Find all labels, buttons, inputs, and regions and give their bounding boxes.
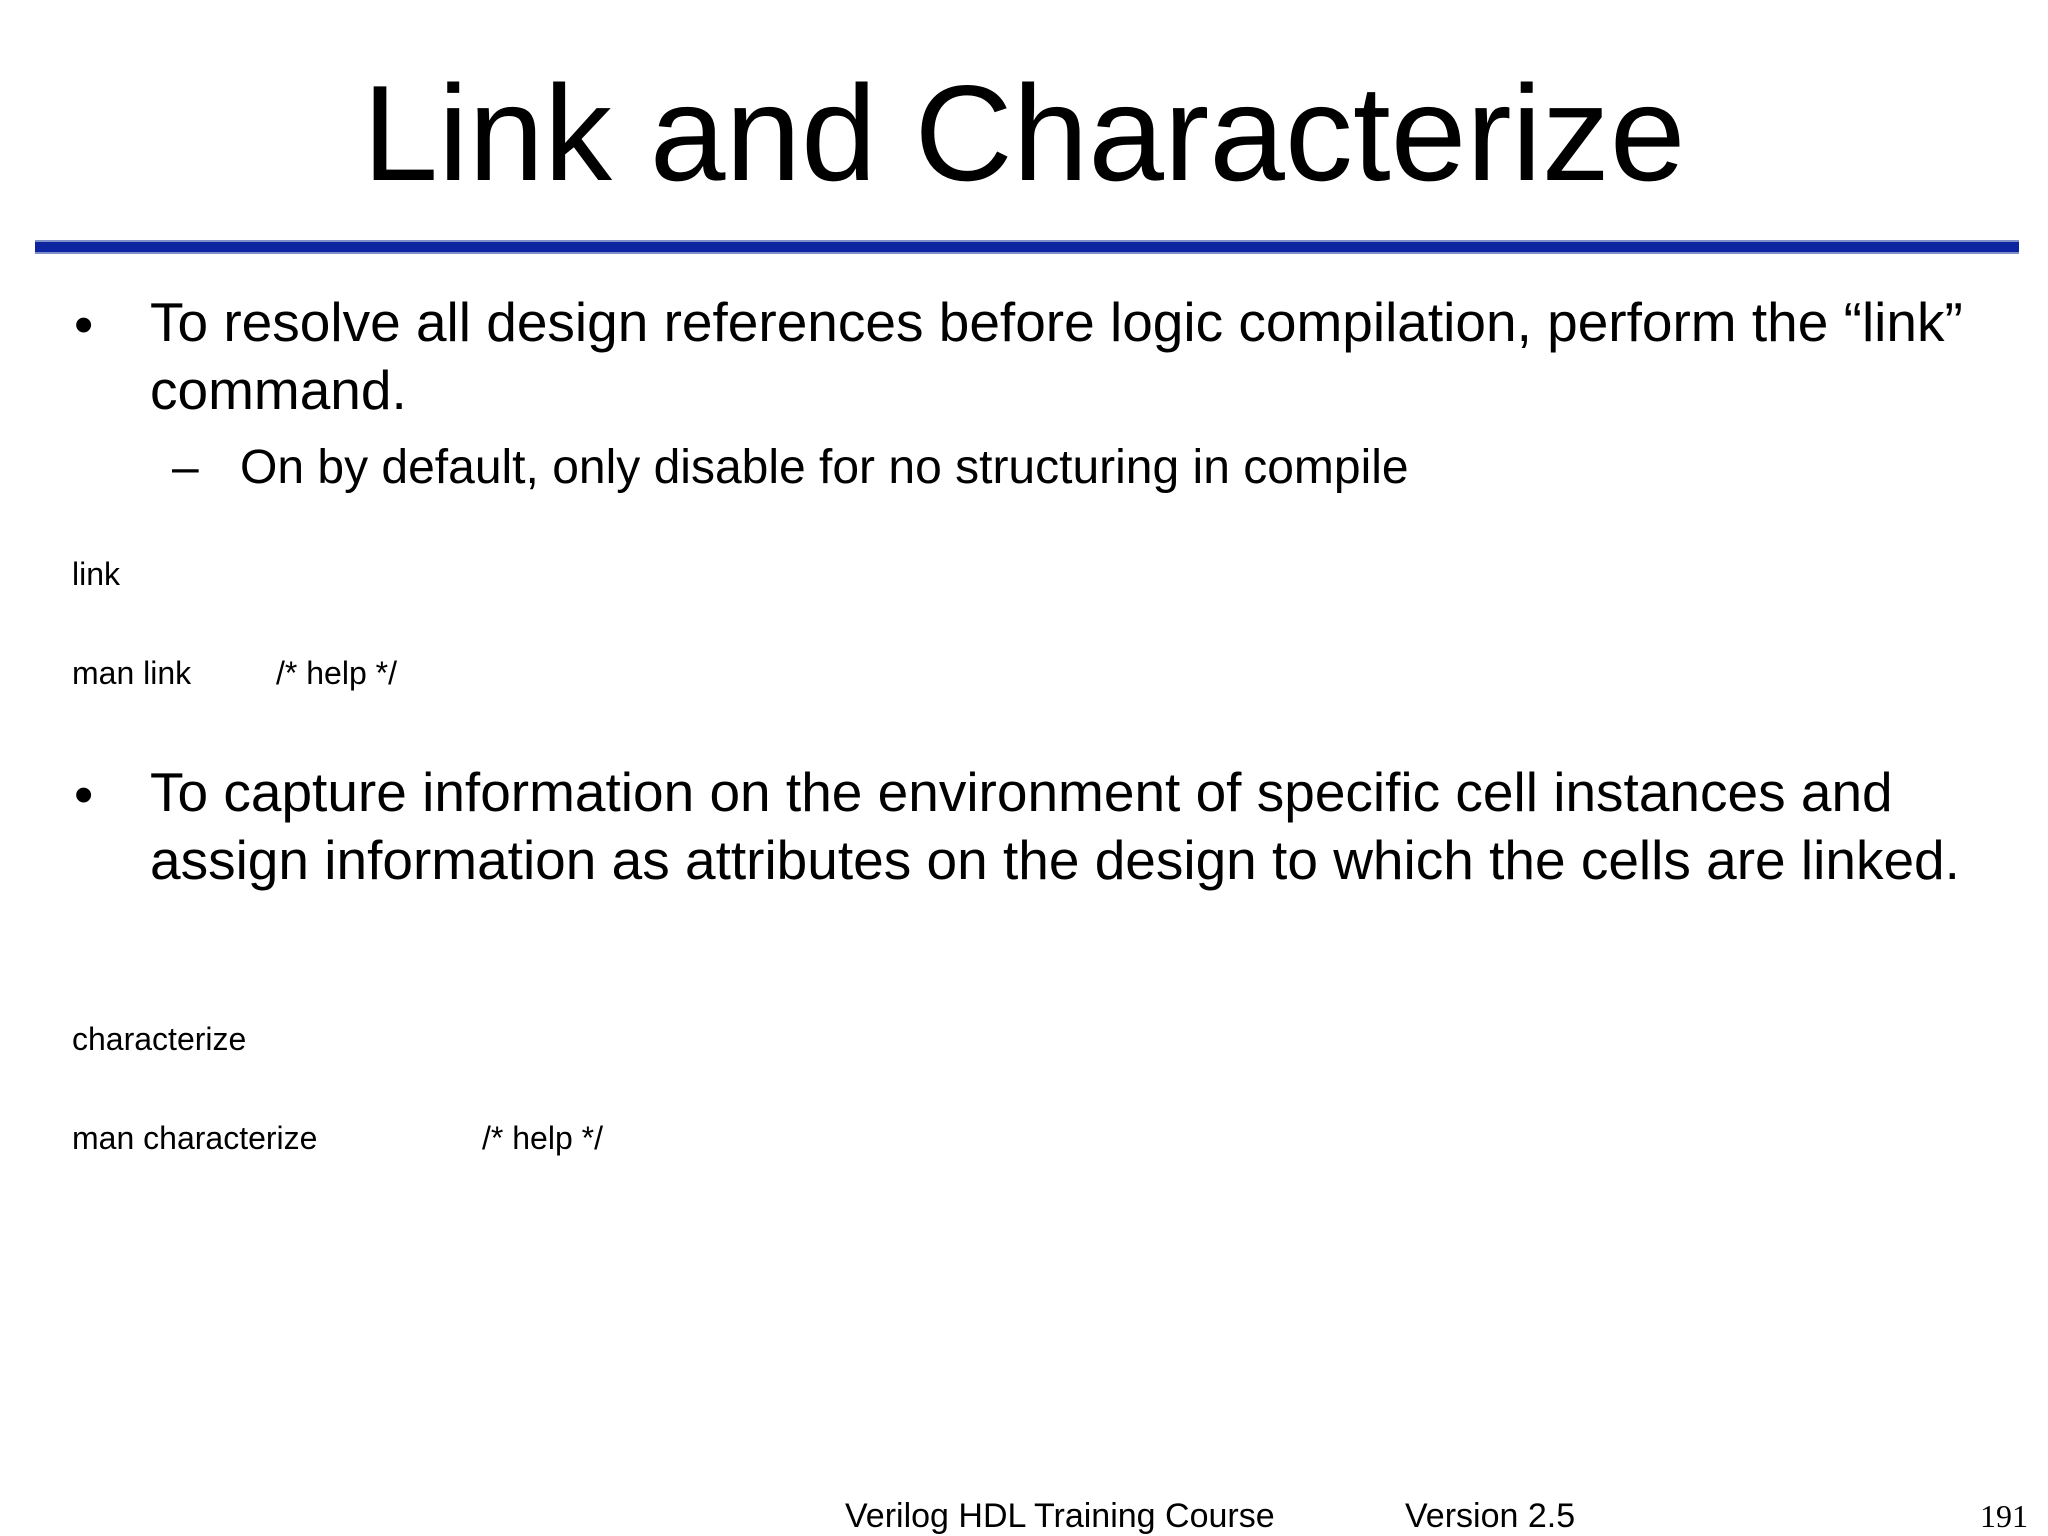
footer-course-title: Verilog HDL Training Course [845,1497,1275,1535]
bullet-1-text: To resolve all design references before logic compilation, perform the “link” command. [150,291,1963,421]
bullet-2-text: To capture information on the environment of specific cell instances and assign information as attributes on the design to which the cells are linked. [150,761,1960,891]
command-man-link-comment: /* help */ [276,655,397,691]
bullet-2-marker: • [74,763,94,825]
sub-item-1-text: On by default, only disable for no structuring in compile [240,441,1409,494]
bullet-1-marker: • [74,293,94,355]
command-man-characterize-comment: /* help */ [482,1120,603,1156]
command-man-characterize: man characterize [72,1120,318,1156]
command-characterize: characterize [72,1021,247,1057]
command-man-link: man link [72,655,192,691]
command-link: link [72,556,121,592]
title-divider [35,240,2019,254]
sub-item-1-marker: – [172,441,199,494]
slide-title: Link and Characterize [362,57,1686,209]
page-number: 191 [1980,1498,2028,1534]
footer-version: Version 2.5 [1405,1497,1576,1535]
